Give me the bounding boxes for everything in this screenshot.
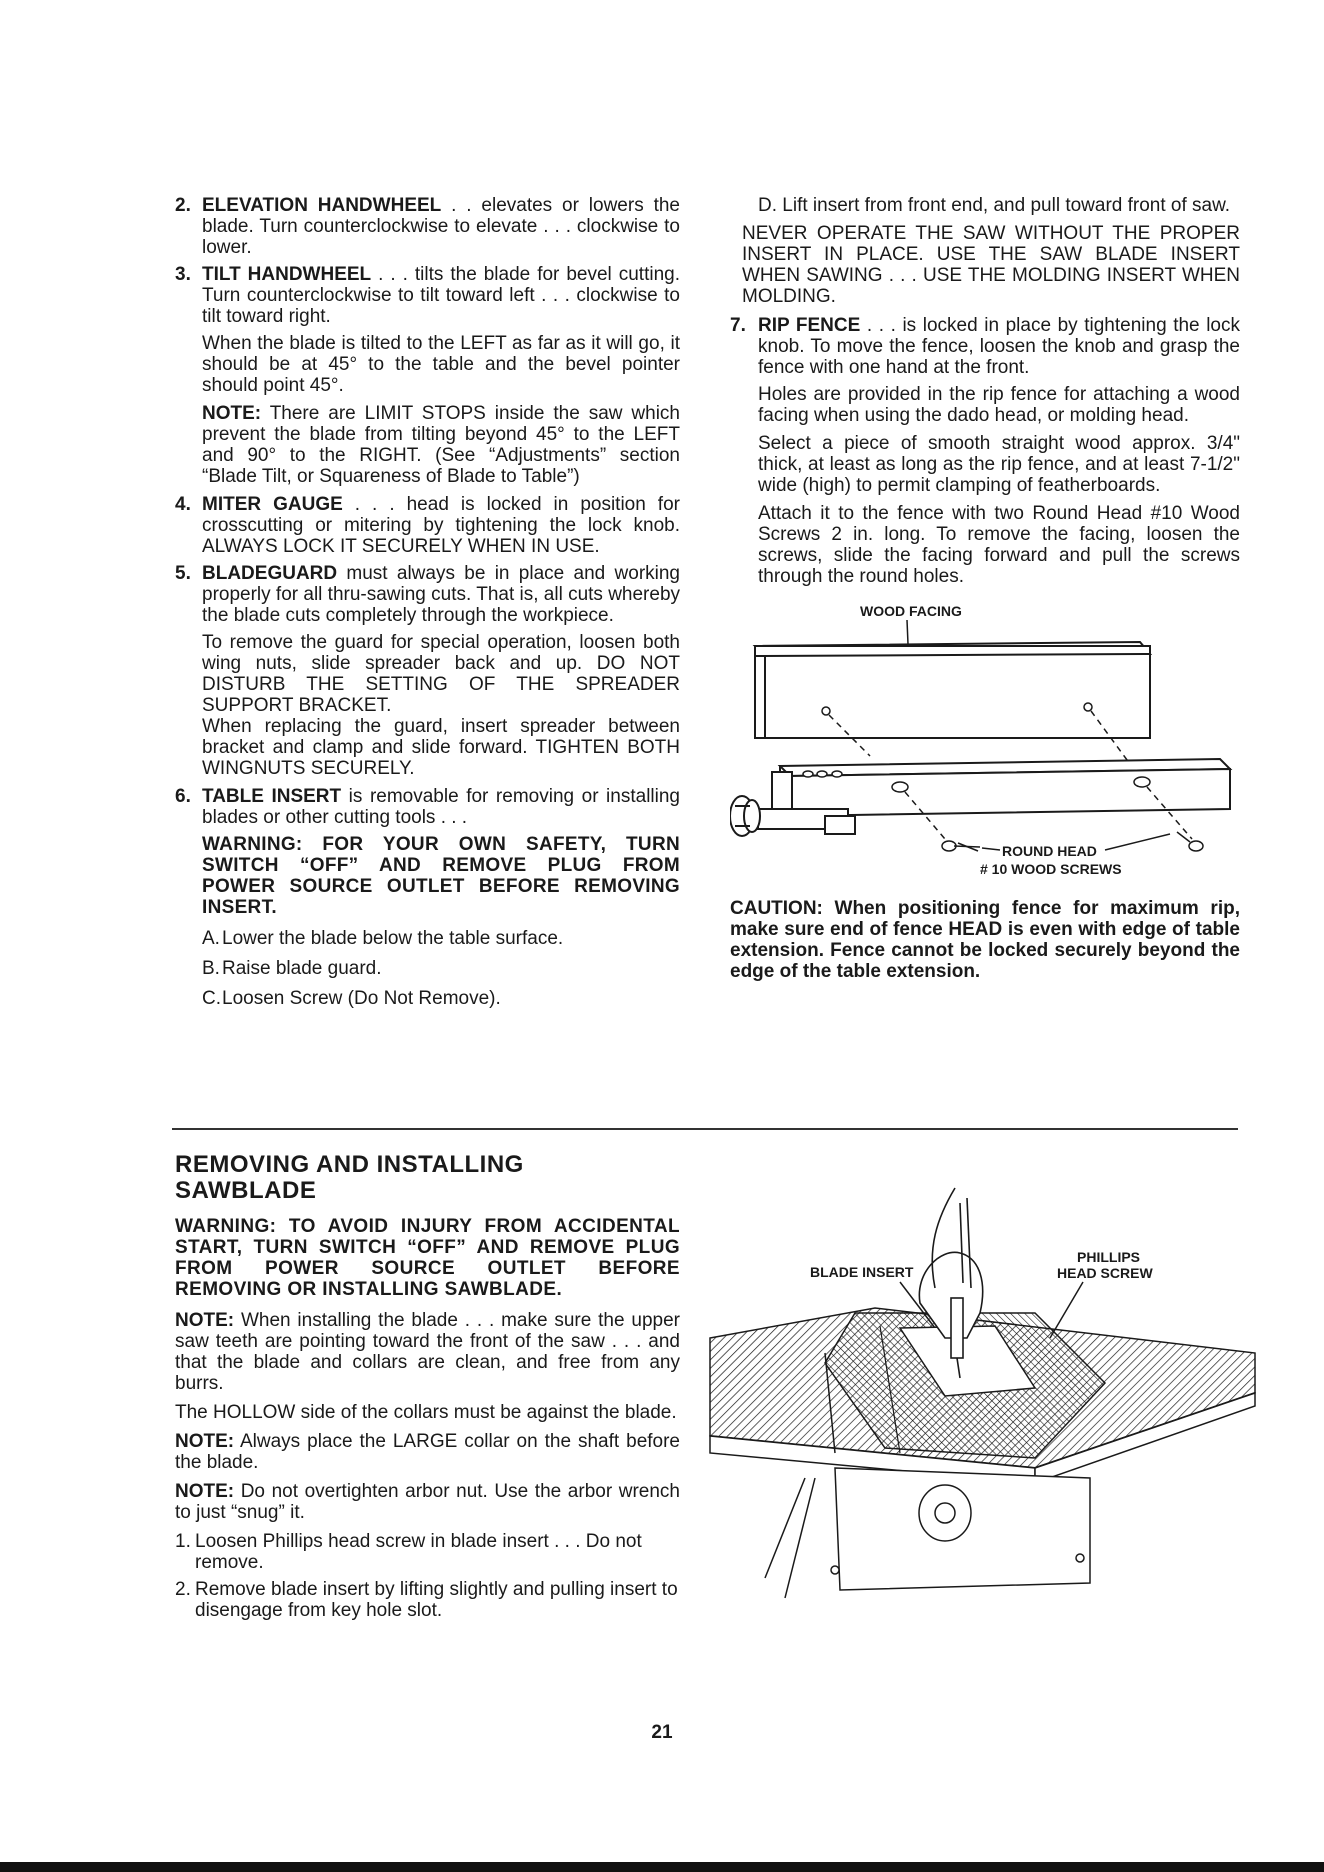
bladeguard-replace-paragraph: When replacing the guard, insert spreader between bracket and clamp and slide forward. TIGHTEN BOTH WINGNUTS SECURELY. <box>202 716 680 779</box>
step-d <box>758 195 1240 216</box>
wood-facing-figure <box>730 594 1240 884</box>
item-number: 6. <box>175 786 191 807</box>
item-elevation-handwheel <box>175 195 680 258</box>
item-number: 3. <box>175 264 191 285</box>
step-2 <box>175 1579 680 1621</box>
item-heading: ELEVATION HANDWHEEL <box>202 195 442 216</box>
note-large-collar <box>175 1431 680 1473</box>
blade-insert-label: BLADE INSERT <box>810 1264 914 1280</box>
note-lead: NOTE: <box>175 1481 235 1502</box>
insert-caps-warning: NEVER OPERATE THE SAW WITHOUT THE PROPER INSERT IN PLACE. USE THE SAW BLADE INSERT WHEN SAWING . . . USE THE MOLDING INSERT WHEN MOLDING. <box>742 223 1240 307</box>
section-title-line1: REMOVING AND INSTALLING <box>175 1151 524 1178</box>
step-number: 2. <box>175 1579 191 1600</box>
item-miter-gauge <box>175 494 680 557</box>
note-arbor-nut <box>175 1481 680 1523</box>
tilt-paragraph: When the blade is tilted to the LEFT as far as it will go, it should be at 45° to the table and the bevel pointer should point 45°. <box>202 333 680 396</box>
note-text: Always place the LARGE collar on the shaft before the blade. <box>175 1431 680 1473</box>
item-number: 2. <box>175 195 191 216</box>
item-text: . . . is locked in place by tightening the lock knob. To move the fence, loosen the knob and grasp the fence with one hand at the front. <box>758 315 1240 378</box>
item-text: must always be in place and working properly for all thru-sawing cuts. That is, all cuts whereby the blade cuts completely through the workpiece. <box>202 563 681 626</box>
item-number: 7. <box>730 315 746 336</box>
item-heading: BLADEGUARD <box>202 563 338 584</box>
insert-warning: WARNING: FOR YOUR OWN SAFETY, TURN SWITCH “OFF” AND REMOVE PLUG FROM POWER SOURCE OUTLET BEFORE REMOVING INSERT. <box>202 834 680 918</box>
step-label: C. <box>202 988 221 1009</box>
step-label: B. <box>202 958 220 979</box>
fence-caution: CAUTION: When positioning fence for maximum rip, make sure end of fence HEAD is even with edge of table extension. Fence cannot be locked securely beyond the edge of the table extension. <box>730 898 1240 982</box>
item-rip-fence <box>730 315 1240 378</box>
rip-fence-holes-paragraph: Holes are provided in the rip fence for attaching a wood facing when using the dado head, or molding head. <box>758 384 1240 426</box>
item-heading: RIP FENCE <box>758 315 861 336</box>
right-column <box>730 195 1240 982</box>
step-c <box>202 988 680 1009</box>
note-lead: NOTE: <box>202 403 262 424</box>
item-number: 4. <box>175 494 191 515</box>
wood-facing-label: WOOD FACING <box>860 603 962 619</box>
wood-facing-board <box>755 642 1150 738</box>
phillips-label: PHILLIPS <box>1077 1249 1141 1265</box>
section-divider <box>172 1128 1238 1130</box>
note-installing-blade <box>175 1310 680 1394</box>
bottom-edge-bar <box>0 1862 1324 1872</box>
round-head-label: ROUND HEAD <box>1002 843 1097 859</box>
step-text: Raise blade guard. <box>222 958 382 979</box>
item-text: . . elevates or lowers the blade. Turn counterclockwise to elevate . . . clockwise to lower. <box>202 195 680 258</box>
section-title-line2: SAWBLADE <box>175 1177 317 1204</box>
bladeguard-remove-paragraph: To remove the guard for special operation, loosen both wing nuts, slide spreader back and up. DO NOT DISTURB THE SETTING OF THE SPREADER SUPPORT BRACKET. <box>202 632 680 716</box>
item-table-insert <box>175 786 680 828</box>
step-text: Remove blade insert by lifting slightly and pulling insert to disengage from key hole slot. <box>195 1579 678 1621</box>
item-number: 5. <box>175 563 191 584</box>
item-bladeguard <box>175 563 680 626</box>
rip-fence-attach-paragraph: Attach it to the fence with two Round Head #10 Wood Screws 2 in. long. To remove the facing, loosen the screws, slide the facing forward and pull the screws through the round holes. <box>758 503 1240 587</box>
item-heading: MITER GAUGE <box>202 494 343 515</box>
note-text: There are LIMIT STOPS inside the saw which prevent the blade from tilting beyond 45° to the LEFT and 90° to the RIGHT. (See “Adjustments” section “Blade Tilt, or Squareness of Blade to Table”) <box>202 403 680 487</box>
item-text: . . . tilts the blade for bevel cutting. Turn counterclockwise to tilt toward left . . . clockwise to tilt toward right. <box>202 264 680 327</box>
section-title <box>175 1152 680 1204</box>
step-text: Loosen Phillips head screw in blade insert . . . Do not remove. <box>195 1531 642 1573</box>
removing-sawblade-section <box>175 1152 680 1627</box>
step-text: Lift insert from front end, and pull toward front of saw. <box>782 195 1231 216</box>
step-text: Lower the blade below the table surface. <box>222 928 564 949</box>
rip-fence-rail <box>730 759 1230 836</box>
step-text: Loosen Screw (Do Not Remove). <box>222 988 501 1009</box>
left-column <box>175 195 680 1018</box>
blade-insert-figure <box>705 1178 1265 1618</box>
head-screw-label: HEAD SCREW <box>1057 1265 1153 1281</box>
item-text: is removable for removing or installing blades or other cutting tools . . . <box>202 786 680 828</box>
saw-cabinet <box>765 1468 1090 1598</box>
item-text: . . . head is locked in position for crosscutting or mitering by tightening the lock knob. ALWAYS LOCK IT SECURELY WHEN IN USE. <box>202 494 680 557</box>
note-text: Do not overtighten arbor nut. Use the arbor wrench to just “snug” it. <box>175 1481 680 1523</box>
page-number: 21 <box>651 1722 673 1743</box>
step-1 <box>175 1531 680 1573</box>
saw-table <box>710 1308 1255 1483</box>
step-label: D. <box>758 195 777 216</box>
tilt-note <box>202 403 680 487</box>
wood-screws-label: # 10 WOOD SCREWS <box>980 861 1122 877</box>
step-b <box>202 958 680 979</box>
item-heading: TABLE INSERT <box>202 786 342 807</box>
note-lead: NOTE: <box>175 1310 235 1331</box>
item-tilt-handwheel <box>175 264 680 327</box>
sawblade-warning: WARNING: TO AVOID INJURY FROM ACCIDENTAL START, TURN SWITCH “OFF” AND REMOVE PLUG FROM POWER SOURCE OUTLET BEFORE REMOVING OR INSTALLING SAWBLADE. <box>175 1216 680 1300</box>
step-label: A. <box>202 928 220 949</box>
note-lead: NOTE: <box>175 1431 235 1452</box>
rip-fence-wood-paragraph: Select a piece of smooth straight wood approx. 3/4" thick, at least as long as the rip fence, and at least 7-1/2" wide (high) to permit clamping of featherboards. <box>758 433 1240 496</box>
hollow-side-paragraph: The HOLLOW side of the collars must be against the blade. <box>175 1402 677 1423</box>
item-heading: TILT HANDWHEEL <box>202 264 372 285</box>
note-text: When installing the blade . . . make sure the upper saw teeth are pointing toward the front of the saw . . . and that the blade and collars are clean, and free from any burrs. <box>175 1310 680 1394</box>
step-a <box>202 928 680 949</box>
step-number: 1. <box>175 1531 191 1552</box>
